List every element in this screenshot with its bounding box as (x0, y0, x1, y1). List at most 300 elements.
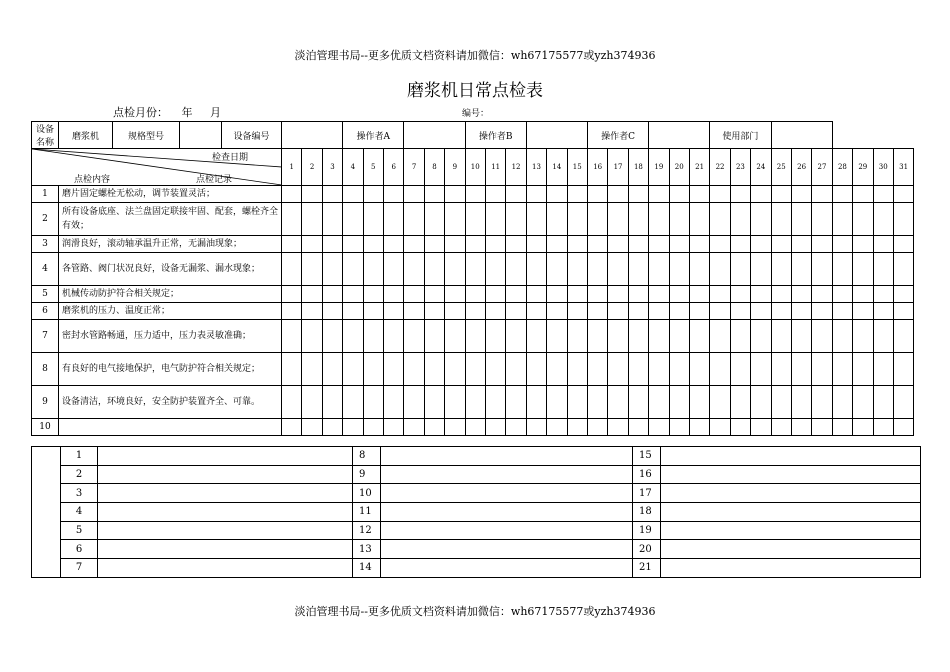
record-cell[interactable] (689, 419, 709, 436)
record-cell[interactable] (404, 419, 424, 436)
department-value[interactable] (771, 122, 832, 149)
record-cell[interactable] (751, 286, 771, 303)
record-cell[interactable] (832, 303, 852, 320)
record-cell[interactable] (282, 386, 302, 419)
record-cell[interactable] (383, 236, 403, 253)
record-cell[interactable] (628, 203, 648, 236)
note-field[interactable] (98, 447, 353, 466)
record-cell[interactable] (506, 253, 526, 286)
record-cell[interactable] (322, 419, 342, 436)
record-cell[interactable] (322, 286, 342, 303)
record-cell[interactable] (710, 320, 730, 353)
record-cell[interactable] (812, 203, 832, 236)
record-cell[interactable] (302, 386, 322, 419)
record-cell[interactable] (649, 203, 669, 236)
record-cell[interactable] (893, 419, 913, 436)
record-cell[interactable] (689, 320, 709, 353)
record-cell[interactable] (282, 353, 302, 386)
record-cell[interactable] (465, 286, 485, 303)
note-field[interactable] (98, 465, 353, 484)
device-name-value[interactable]: 磨浆机 (59, 122, 113, 149)
record-cell[interactable] (485, 236, 505, 253)
record-cell[interactable] (383, 253, 403, 286)
record-cell[interactable] (485, 320, 505, 353)
record-cell[interactable] (363, 186, 383, 203)
device-no-value[interactable] (282, 122, 343, 149)
record-cell[interactable] (751, 320, 771, 353)
record-cell[interactable] (812, 419, 832, 436)
record-cell[interactable] (506, 419, 526, 436)
record-cell[interactable] (873, 320, 893, 353)
record-cell[interactable] (282, 419, 302, 436)
record-cell[interactable] (587, 419, 607, 436)
record-cell[interactable] (812, 236, 832, 253)
record-cell[interactable] (649, 236, 669, 253)
record-cell[interactable] (567, 320, 587, 353)
record-cell[interactable] (751, 303, 771, 320)
record-cell[interactable] (445, 353, 465, 386)
record-cell[interactable] (812, 286, 832, 303)
record-cell[interactable] (567, 236, 587, 253)
record-cell[interactable] (812, 253, 832, 286)
record-cell[interactable] (669, 353, 689, 386)
record-cell[interactable] (445, 286, 465, 303)
record-cell[interactable] (689, 353, 709, 386)
record-cell[interactable] (771, 236, 791, 253)
record-cell[interactable] (506, 236, 526, 253)
record-cell[interactable] (343, 236, 363, 253)
record-cell[interactable] (608, 286, 628, 303)
record-cell[interactable] (547, 419, 567, 436)
operator-c-value[interactable] (649, 122, 710, 149)
record-cell[interactable] (853, 419, 873, 436)
record-cell[interactable] (465, 419, 485, 436)
record-cell[interactable] (322, 320, 342, 353)
record-cell[interactable] (343, 286, 363, 303)
note-field[interactable] (381, 447, 633, 466)
record-cell[interactable] (465, 186, 485, 203)
record-cell[interactable] (710, 303, 730, 320)
record-cell[interactable] (424, 386, 444, 419)
note-field[interactable] (661, 521, 921, 540)
record-cell[interactable] (506, 186, 526, 203)
record-cell[interactable] (445, 236, 465, 253)
record-cell[interactable] (383, 203, 403, 236)
record-cell[interactable] (363, 203, 383, 236)
record-cell[interactable] (567, 419, 587, 436)
record-cell[interactable] (710, 236, 730, 253)
note-field[interactable] (661, 465, 921, 484)
model-value[interactable] (180, 122, 222, 149)
record-cell[interactable] (608, 186, 628, 203)
record-cell[interactable] (669, 303, 689, 320)
record-cell[interactable] (730, 203, 750, 236)
record-cell[interactable] (628, 186, 648, 203)
record-cell[interactable] (812, 353, 832, 386)
record-cell[interactable] (812, 386, 832, 419)
record-cell[interactable] (832, 253, 852, 286)
record-cell[interactable] (832, 236, 852, 253)
record-cell[interactable] (465, 320, 485, 353)
record-cell[interactable] (343, 186, 363, 203)
record-cell[interactable] (485, 353, 505, 386)
record-cell[interactable] (608, 353, 628, 386)
record-cell[interactable] (363, 286, 383, 303)
record-cell[interactable] (363, 386, 383, 419)
record-cell[interactable] (526, 303, 546, 320)
record-cell[interactable] (587, 286, 607, 303)
record-cell[interactable] (322, 186, 342, 203)
record-cell[interactable] (730, 419, 750, 436)
record-cell[interactable] (893, 286, 913, 303)
record-cell[interactable] (628, 303, 648, 320)
record-cell[interactable] (343, 253, 363, 286)
record-cell[interactable] (812, 186, 832, 203)
record-cell[interactable] (832, 186, 852, 203)
record-cell[interactable] (363, 303, 383, 320)
record-cell[interactable] (873, 353, 893, 386)
record-cell[interactable] (567, 203, 587, 236)
record-cell[interactable] (506, 286, 526, 303)
record-cell[interactable] (383, 353, 403, 386)
record-cell[interactable] (302, 303, 322, 320)
record-cell[interactable] (689, 386, 709, 419)
note-field[interactable] (381, 503, 633, 522)
record-cell[interactable] (567, 253, 587, 286)
record-cell[interactable] (893, 236, 913, 253)
record-cell[interactable] (689, 303, 709, 320)
record-cell[interactable] (853, 253, 873, 286)
record-cell[interactable] (282, 186, 302, 203)
record-cell[interactable] (608, 236, 628, 253)
record-cell[interactable] (343, 320, 363, 353)
record-cell[interactable] (771, 186, 791, 203)
record-cell[interactable] (608, 303, 628, 320)
record-cell[interactable] (567, 386, 587, 419)
record-cell[interactable] (322, 253, 342, 286)
record-cell[interactable] (608, 386, 628, 419)
record-cell[interactable] (832, 320, 852, 353)
note-field[interactable] (98, 540, 353, 559)
record-cell[interactable] (485, 419, 505, 436)
record-cell[interactable] (893, 320, 913, 353)
record-cell[interactable] (567, 303, 587, 320)
record-cell[interactable] (322, 303, 342, 320)
record-cell[interactable] (506, 353, 526, 386)
record-cell[interactable] (689, 236, 709, 253)
record-cell[interactable] (873, 419, 893, 436)
record-cell[interactable] (506, 320, 526, 353)
record-cell[interactable] (343, 386, 363, 419)
record-cell[interactable] (485, 186, 505, 203)
record-cell[interactable] (873, 186, 893, 203)
record-cell[interactable] (587, 386, 607, 419)
record-cell[interactable] (893, 386, 913, 419)
record-cell[interactable] (567, 353, 587, 386)
record-cell[interactable] (587, 253, 607, 286)
record-cell[interactable] (628, 320, 648, 353)
record-cell[interactable] (547, 353, 567, 386)
record-cell[interactable] (710, 203, 730, 236)
record-cell[interactable] (465, 253, 485, 286)
record-cell[interactable] (771, 353, 791, 386)
record-cell[interactable] (547, 320, 567, 353)
record-cell[interactable] (649, 353, 669, 386)
record-cell[interactable] (751, 203, 771, 236)
record-cell[interactable] (893, 186, 913, 203)
record-cell[interactable] (649, 386, 669, 419)
record-cell[interactable] (669, 253, 689, 286)
record-cell[interactable] (404, 386, 424, 419)
record-cell[interactable] (404, 320, 424, 353)
record-cell[interactable] (669, 286, 689, 303)
record-cell[interactable] (383, 320, 403, 353)
note-field[interactable] (661, 540, 921, 559)
record-cell[interactable] (812, 303, 832, 320)
record-cell[interactable] (547, 386, 567, 419)
record-cell[interactable] (832, 203, 852, 236)
record-cell[interactable] (506, 203, 526, 236)
record-cell[interactable] (873, 236, 893, 253)
record-cell[interactable] (343, 419, 363, 436)
record-cell[interactable] (547, 253, 567, 286)
record-cell[interactable] (445, 303, 465, 320)
record-cell[interactable] (302, 253, 322, 286)
record-cell[interactable] (771, 419, 791, 436)
record-cell[interactable] (832, 386, 852, 419)
record-cell[interactable] (424, 236, 444, 253)
record-cell[interactable] (669, 186, 689, 203)
record-cell[interactable] (710, 253, 730, 286)
record-cell[interactable] (771, 386, 791, 419)
record-cell[interactable] (445, 320, 465, 353)
record-cell[interactable] (730, 386, 750, 419)
record-cell[interactable] (363, 419, 383, 436)
record-cell[interactable] (547, 303, 567, 320)
note-field[interactable] (381, 521, 633, 540)
record-cell[interactable] (771, 203, 791, 236)
record-cell[interactable] (853, 353, 873, 386)
record-cell[interactable] (873, 203, 893, 236)
record-cell[interactable] (812, 320, 832, 353)
record-cell[interactable] (282, 253, 302, 286)
record-cell[interactable] (465, 303, 485, 320)
operator-b-value[interactable] (526, 122, 587, 149)
record-cell[interactable] (853, 186, 873, 203)
record-cell[interactable] (751, 253, 771, 286)
note-field[interactable] (98, 521, 353, 540)
record-cell[interactable] (302, 286, 322, 303)
record-cell[interactable] (669, 320, 689, 353)
record-cell[interactable] (567, 186, 587, 203)
record-cell[interactable] (424, 186, 444, 203)
record-cell[interactable] (730, 353, 750, 386)
record-cell[interactable] (649, 286, 669, 303)
record-cell[interactable] (445, 203, 465, 236)
record-cell[interactable] (424, 419, 444, 436)
record-cell[interactable] (791, 320, 811, 353)
record-cell[interactable] (363, 353, 383, 386)
record-cell[interactable] (445, 386, 465, 419)
record-cell[interactable] (608, 203, 628, 236)
record-cell[interactable] (445, 419, 465, 436)
record-cell[interactable] (363, 236, 383, 253)
record-cell[interactable] (404, 236, 424, 253)
record-cell[interactable] (791, 203, 811, 236)
record-cell[interactable] (424, 353, 444, 386)
record-cell[interactable] (893, 353, 913, 386)
record-cell[interactable] (832, 353, 852, 386)
note-field[interactable] (661, 503, 921, 522)
note-field[interactable] (98, 484, 353, 503)
record-cell[interactable] (282, 303, 302, 320)
record-cell[interactable] (628, 253, 648, 286)
record-cell[interactable] (343, 303, 363, 320)
record-cell[interactable] (730, 303, 750, 320)
record-cell[interactable] (771, 320, 791, 353)
record-cell[interactable] (404, 303, 424, 320)
record-cell[interactable] (893, 203, 913, 236)
note-field[interactable] (661, 559, 921, 578)
record-cell[interactable] (608, 253, 628, 286)
record-cell[interactable] (445, 253, 465, 286)
record-cell[interactable] (853, 386, 873, 419)
record-cell[interactable] (873, 303, 893, 320)
record-cell[interactable] (853, 303, 873, 320)
record-cell[interactable] (363, 253, 383, 286)
operator-a-value[interactable] (404, 122, 465, 149)
record-cell[interactable] (628, 236, 648, 253)
record-cell[interactable] (424, 286, 444, 303)
record-cell[interactable] (791, 186, 811, 203)
record-cell[interactable] (730, 236, 750, 253)
record-cell[interactable] (322, 203, 342, 236)
record-cell[interactable] (445, 186, 465, 203)
record-cell[interactable] (587, 186, 607, 203)
record-cell[interactable] (730, 186, 750, 203)
record-cell[interactable] (547, 203, 567, 236)
note-field[interactable] (381, 559, 633, 578)
record-cell[interactable] (282, 320, 302, 353)
record-cell[interactable] (893, 253, 913, 286)
record-cell[interactable] (771, 286, 791, 303)
record-cell[interactable] (689, 286, 709, 303)
record-cell[interactable] (383, 186, 403, 203)
record-cell[interactable] (853, 203, 873, 236)
record-cell[interactable] (669, 386, 689, 419)
record-cell[interactable] (383, 303, 403, 320)
record-cell[interactable] (383, 419, 403, 436)
record-cell[interactable] (587, 203, 607, 236)
record-cell[interactable] (302, 353, 322, 386)
record-cell[interactable] (465, 353, 485, 386)
record-cell[interactable] (669, 236, 689, 253)
record-cell[interactable] (730, 253, 750, 286)
record-cell[interactable] (404, 186, 424, 203)
record-cell[interactable] (791, 419, 811, 436)
record-cell[interactable] (791, 286, 811, 303)
record-cell[interactable] (302, 236, 322, 253)
record-cell[interactable] (669, 203, 689, 236)
record-cell[interactable] (689, 203, 709, 236)
record-cell[interactable] (832, 286, 852, 303)
record-cell[interactable] (343, 203, 363, 236)
record-cell[interactable] (628, 386, 648, 419)
record-cell[interactable] (628, 286, 648, 303)
note-field[interactable] (98, 559, 353, 578)
record-cell[interactable] (547, 236, 567, 253)
record-cell[interactable] (383, 286, 403, 303)
record-cell[interactable] (791, 353, 811, 386)
record-cell[interactable] (282, 203, 302, 236)
record-cell[interactable] (649, 303, 669, 320)
record-cell[interactable] (853, 286, 873, 303)
record-cell[interactable] (608, 320, 628, 353)
record-cell[interactable] (649, 186, 669, 203)
record-cell[interactable] (424, 203, 444, 236)
record-cell[interactable] (322, 353, 342, 386)
record-cell[interactable] (649, 320, 669, 353)
record-cell[interactable] (424, 320, 444, 353)
record-cell[interactable] (587, 320, 607, 353)
record-cell[interactable] (363, 320, 383, 353)
record-cell[interactable] (526, 236, 546, 253)
note-field[interactable] (381, 540, 633, 559)
record-cell[interactable] (322, 386, 342, 419)
record-cell[interactable] (893, 303, 913, 320)
note-field[interactable] (381, 484, 633, 503)
record-cell[interactable] (465, 203, 485, 236)
record-cell[interactable] (322, 236, 342, 253)
record-cell[interactable] (873, 286, 893, 303)
record-cell[interactable] (485, 286, 505, 303)
record-cell[interactable] (485, 203, 505, 236)
record-cell[interactable] (710, 353, 730, 386)
record-cell[interactable] (628, 353, 648, 386)
record-cell[interactable] (506, 303, 526, 320)
record-cell[interactable] (751, 186, 771, 203)
record-cell[interactable] (649, 253, 669, 286)
record-cell[interactable] (587, 353, 607, 386)
record-cell[interactable] (526, 419, 546, 436)
record-cell[interactable] (404, 353, 424, 386)
record-cell[interactable] (649, 419, 669, 436)
record-cell[interactable] (628, 419, 648, 436)
record-cell[interactable] (282, 286, 302, 303)
record-cell[interactable] (404, 203, 424, 236)
record-cell[interactable] (853, 320, 873, 353)
record-cell[interactable] (873, 386, 893, 419)
record-cell[interactable] (404, 253, 424, 286)
record-cell[interactable] (465, 236, 485, 253)
record-cell[interactable] (485, 386, 505, 419)
record-cell[interactable] (526, 186, 546, 203)
record-cell[interactable] (302, 419, 322, 436)
record-cell[interactable] (302, 186, 322, 203)
record-cell[interactable] (791, 253, 811, 286)
record-cell[interactable] (832, 419, 852, 436)
record-cell[interactable] (710, 286, 730, 303)
record-cell[interactable] (751, 386, 771, 419)
record-cell[interactable] (547, 186, 567, 203)
record-cell[interactable] (771, 253, 791, 286)
record-cell[interactable] (587, 236, 607, 253)
record-cell[interactable] (526, 353, 546, 386)
record-cell[interactable] (302, 203, 322, 236)
record-cell[interactable] (404, 286, 424, 303)
record-cell[interactable] (383, 386, 403, 419)
note-field[interactable] (381, 465, 633, 484)
